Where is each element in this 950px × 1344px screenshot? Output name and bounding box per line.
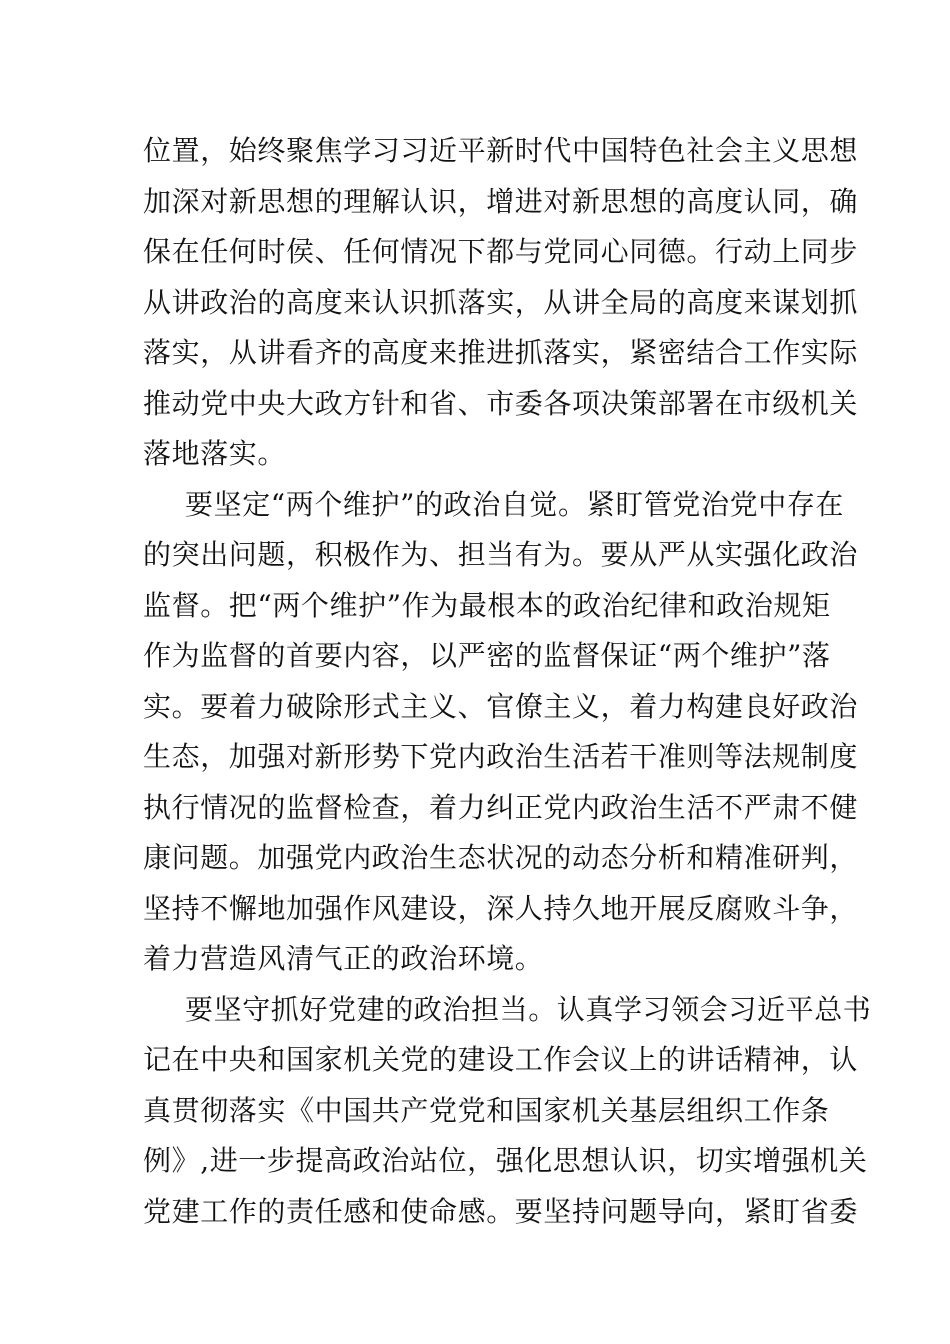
paragraph-start-line: 要坚定“两个维护”的政治自觉。紧盯管党治党中存在 xyxy=(185,487,845,521)
text-line: 作为监督的首要内容，以严密的监督保证“两个维护”落 xyxy=(143,639,831,672)
text-line: 的突出问题，积极作为、担当有为。要从严从实强化政治 xyxy=(143,538,859,571)
text-line: 加深对新思想的理解认识，增进对新思想的高度认同，确 xyxy=(143,184,859,218)
text-line: 坚持不懈地加强作风建设，深人持久地开展反腐败斗争， xyxy=(143,891,859,925)
text-line: 康问题。加强党内政治生态状况的动态分析和精准研判， xyxy=(143,841,859,874)
text-line: 例》,进一步提高政治站位，强化思想认识，切实增强机关 xyxy=(143,1144,868,1177)
text-line: 落地落实。 xyxy=(143,437,287,470)
text-line: 保在任何时侯、任何情况下都与党同心同德。行动上同步 xyxy=(143,235,859,268)
text-line: 位置，始终聚焦学习习近平新时代中国特色社会主义思想 xyxy=(143,134,859,167)
text-line: 监督。把“两个维护”作为最根本的政治纪律和政治规矩 xyxy=(143,588,831,622)
text-line: 落实，从讲看齐的高度来推进抓落实，紧密结合工作实际 xyxy=(143,336,859,369)
paragraph-start-line: 要坚守抓好党建的政治担当。认真学习领会习近平总书 xyxy=(185,992,872,1026)
text-line: 执行情况的监督检查，着力纠正党内政治生活不严肃不健 xyxy=(143,790,859,824)
text-line: 党建工作的责任感和使命感。要坚持问题导向，紧盯省委 xyxy=(143,1194,859,1228)
text-line: 推动党中央大政方针和省、市委各项决策部署在市级机关 xyxy=(143,386,859,420)
text-line: 从讲政治的高度来认识抓落实，从讲全局的高度来谋划抓 xyxy=(143,285,859,319)
text-line: 着力营造风清气正的政治环境。 xyxy=(143,942,544,975)
text-line: 实。要着力破除形式主义、官僚主义，着力构建良好政治 xyxy=(143,689,859,723)
text-line: 真贯彻落实《中国共产党党和国家机关基层组织工作条 xyxy=(143,1093,830,1127)
document-body xyxy=(143,126,872,1237)
text-line: 生态，加强对新形势下党内政治生活若干准则等法规制度 xyxy=(143,740,859,773)
text-line: 记在中央和国家机关党的建设工作会议上的讲话精神，认 xyxy=(143,1043,859,1076)
